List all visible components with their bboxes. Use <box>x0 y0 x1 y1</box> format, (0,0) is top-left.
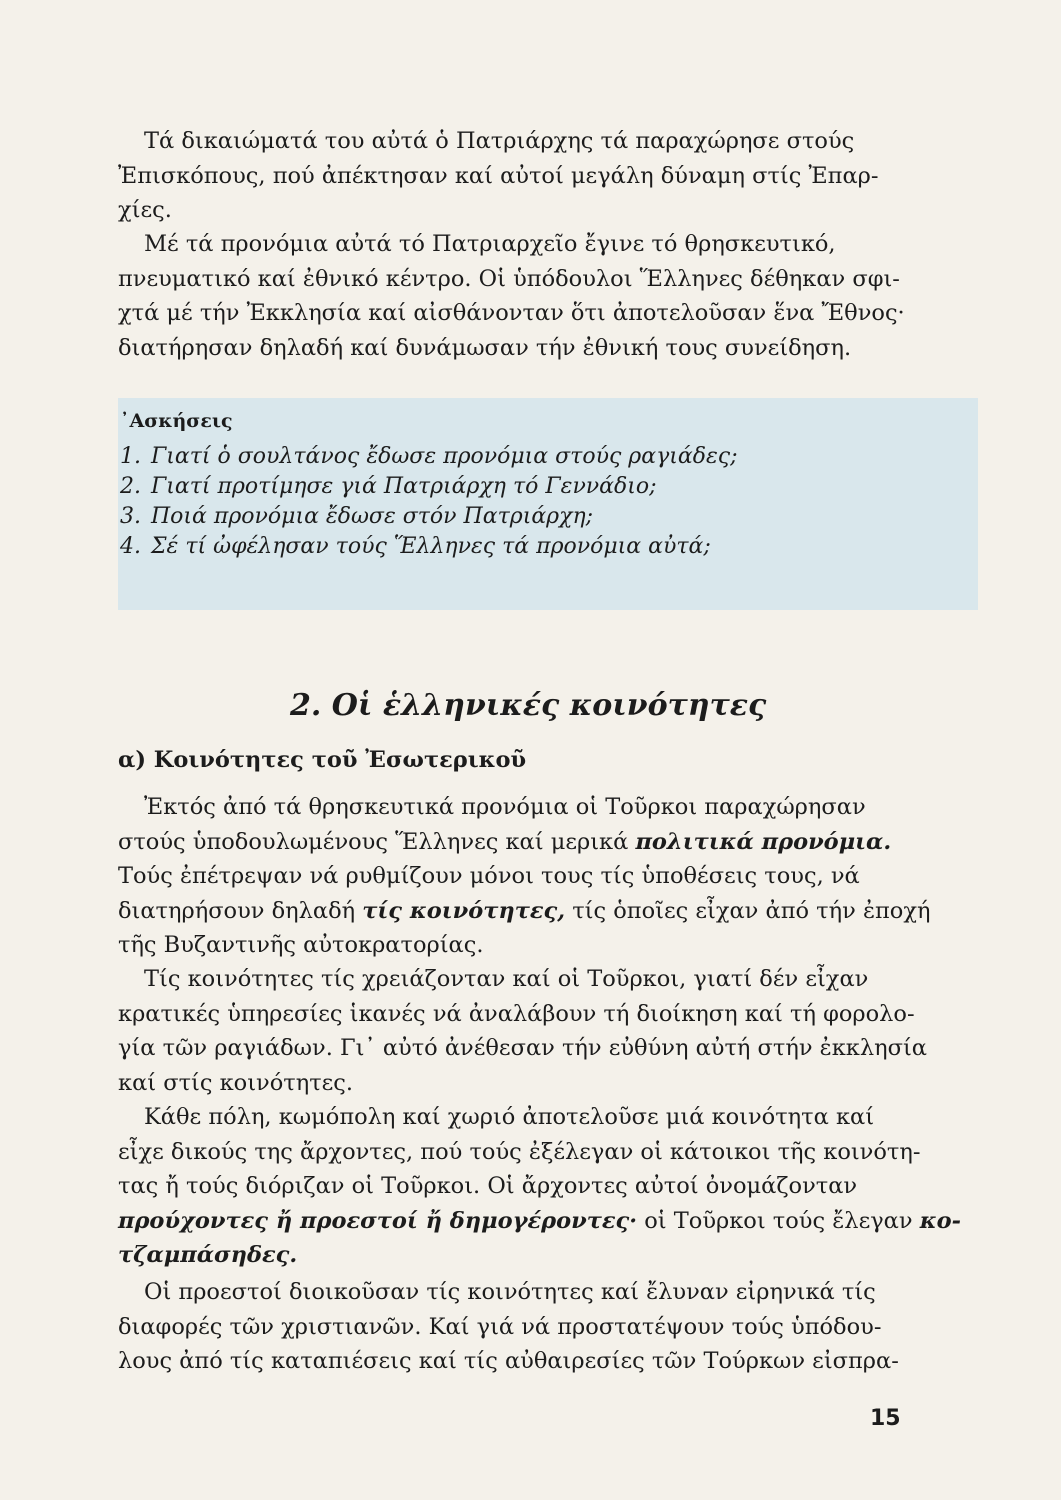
emphasis-text: πολιτικά προνόμια. <box>635 828 892 855</box>
paragraph-4 <box>118 962 927 1100</box>
emphasis-text: τζαμπάσηδες. <box>118 1242 298 1268</box>
exercise-text: Σέ τί ὠφέλησαν τούς Ἕλληνες τά προνόμια αὐτά; <box>151 534 711 559</box>
paragraph-2 <box>118 227 908 365</box>
exercise-text: Γιατί προτίμησε γιά Πατριάρχη τό Γεννάδιο; <box>151 474 657 499</box>
text-line <box>118 894 931 929</box>
exercise-number: 3. <box>120 504 141 529</box>
text-line: χίες. <box>118 197 172 223</box>
exercise-number: 2. <box>120 474 141 499</box>
exercise-text: Γιατί ὁ σουλτάνος ἔδωσε προνόμια στούς ραγιάδες; <box>151 444 738 469</box>
text-line: τῆς Βυζαντινῆς αὐτοκρατορίας. <box>118 932 484 958</box>
text-line: Κάθε πόλη, κωμόπολη καί χωριό ἀποτελοῦσε μιά κοινότητα καί <box>144 1104 875 1130</box>
text-line: Μέ τά προνόμια αὐτά τό Πατριαρχεῖο ἔγινε τό θρησκευτικό, <box>144 231 836 257</box>
text-line: διατήρησαν δηλαδή καί δυνάμωσαν τήν ἐθνική τους συνείδηση. <box>118 334 852 361</box>
text-run: οἱ Τοῦρκοι τούς ἔλεγαν <box>637 1207 920 1234</box>
exercises-block <box>120 410 820 562</box>
emphasis-text: τίς κοινότητες, <box>362 897 566 924</box>
text-line <box>118 1204 961 1239</box>
text-line: Τούς ἐπέτρεψαν νά ρυθμίζουν μόνοι τους τίς ὑποθέσεις τους, νά <box>118 863 860 889</box>
text-line: πνευματικό καί ἐθνικό κέντρο. Οἱ ὑπόδουλοι Ἕλληνες δέθηκαν σφι- <box>118 265 900 292</box>
text-line: Τά δικαιώματά του αὐτά ὁ Πατριάρχης τά παραχώρησε στούς <box>144 128 855 154</box>
paragraph-1 <box>118 124 908 228</box>
text-line: Οἱ προεστοί διοικοῦσαν τίς κοινότητες καί ἔλυναν εἰρηνικά τίς <box>144 1279 876 1305</box>
text-line: Τίς κοινότητες τίς χρειάζονταν καί οἱ Τοῦρκοι, γιατί δέν εἶχαν <box>144 966 869 992</box>
text-line <box>118 825 908 860</box>
exercise-item <box>120 472 820 502</box>
text-line: λους ἀπό τίς καταπιέσεις καί τίς αὐθαιρεσίες τῶν Τούρκων εἰσπρα- <box>118 1348 899 1374</box>
text-line: τας ἤ τούς διόριζαν οἱ Τοῦρκοι. Οἱ ἄρχοντες αὐτοί ὀνομάζονταν <box>118 1173 858 1199</box>
text-line: διαφορές τῶν χριστιανῶν. Καί γιά νά προστατέψουν τούς ὑπόδου- <box>118 1313 882 1340</box>
text-line: καί στίς κοινότητες. <box>118 1069 354 1096</box>
section-title-text: Οἱ ἑλληνικές κοινότητες <box>331 688 767 723</box>
paragraph-5 <box>118 1100 961 1273</box>
text-run: τίς ὁποῖες εἶχαν ἀπό τήν ἐποχή <box>565 897 931 924</box>
exercise-item <box>120 442 820 472</box>
text-line: εἶχε δικούς της ἄρχοντες, πού τούς ἐξέλεγαν οἱ κάτοικοι τῆς κοινότη- <box>118 1138 921 1165</box>
exercise-number: 1. <box>120 444 141 469</box>
section-title <box>290 688 766 723</box>
section-number: 2. <box>290 688 322 723</box>
paragraph-3 <box>118 790 931 963</box>
exercises-heading: ᾿Ασκήσεις <box>120 410 233 432</box>
text-line: κρατικές ὑπηρεσίες ἱκανές νά ἀναλάβουν τή διοίκηση καί τή φορολο- <box>118 1000 915 1027</box>
exercise-number: 4. <box>120 534 141 559</box>
emphasis-text: κο- <box>919 1207 961 1234</box>
exercise-item <box>120 532 820 562</box>
exercise-item <box>120 502 820 532</box>
text-line: χτά μέ τήν Ἐκκλησία καί αἰσθάνονταν ὅτι ἀποτελοῦσαν ἕνα Ἔθνος· <box>118 300 905 326</box>
text-line: Ἐκτός ἀπό τά θρησκευτικά προνόμια οἱ Τοῦρκοι παραχώρησαν <box>144 794 866 820</box>
exercise-text: Ποιά προνόμια ἔδωσε στόν Πατριάρχη; <box>151 504 594 529</box>
subsection-title: α) Κοινότητες τοῦ Ἐσωτερικοῦ <box>118 747 527 773</box>
emphasis-text: προύχοντες ἤ προεστοί ἤ δημογέροντες· <box>118 1207 638 1234</box>
text-run: στούς ὑποδουλωμένους Ἕλληνες καί μερικά <box>118 828 636 855</box>
text-run: διατηρήσουν δηλαδή <box>118 897 363 924</box>
text-line: γία τῶν ραγιάδων. Γι᾿ αὐτό ἀνέθεσαν τήν εὐθύνη αὐτή στήν ἐκκλησία <box>118 1035 927 1061</box>
page-number: 15 <box>870 1406 901 1431</box>
text-line: Ἐπισκόπους, πού ἀπέκτησαν καί αὐτοί μεγάλη δύναμη στίς Ἐπαρ- <box>118 162 879 189</box>
paragraph-6 <box>118 1275 908 1379</box>
